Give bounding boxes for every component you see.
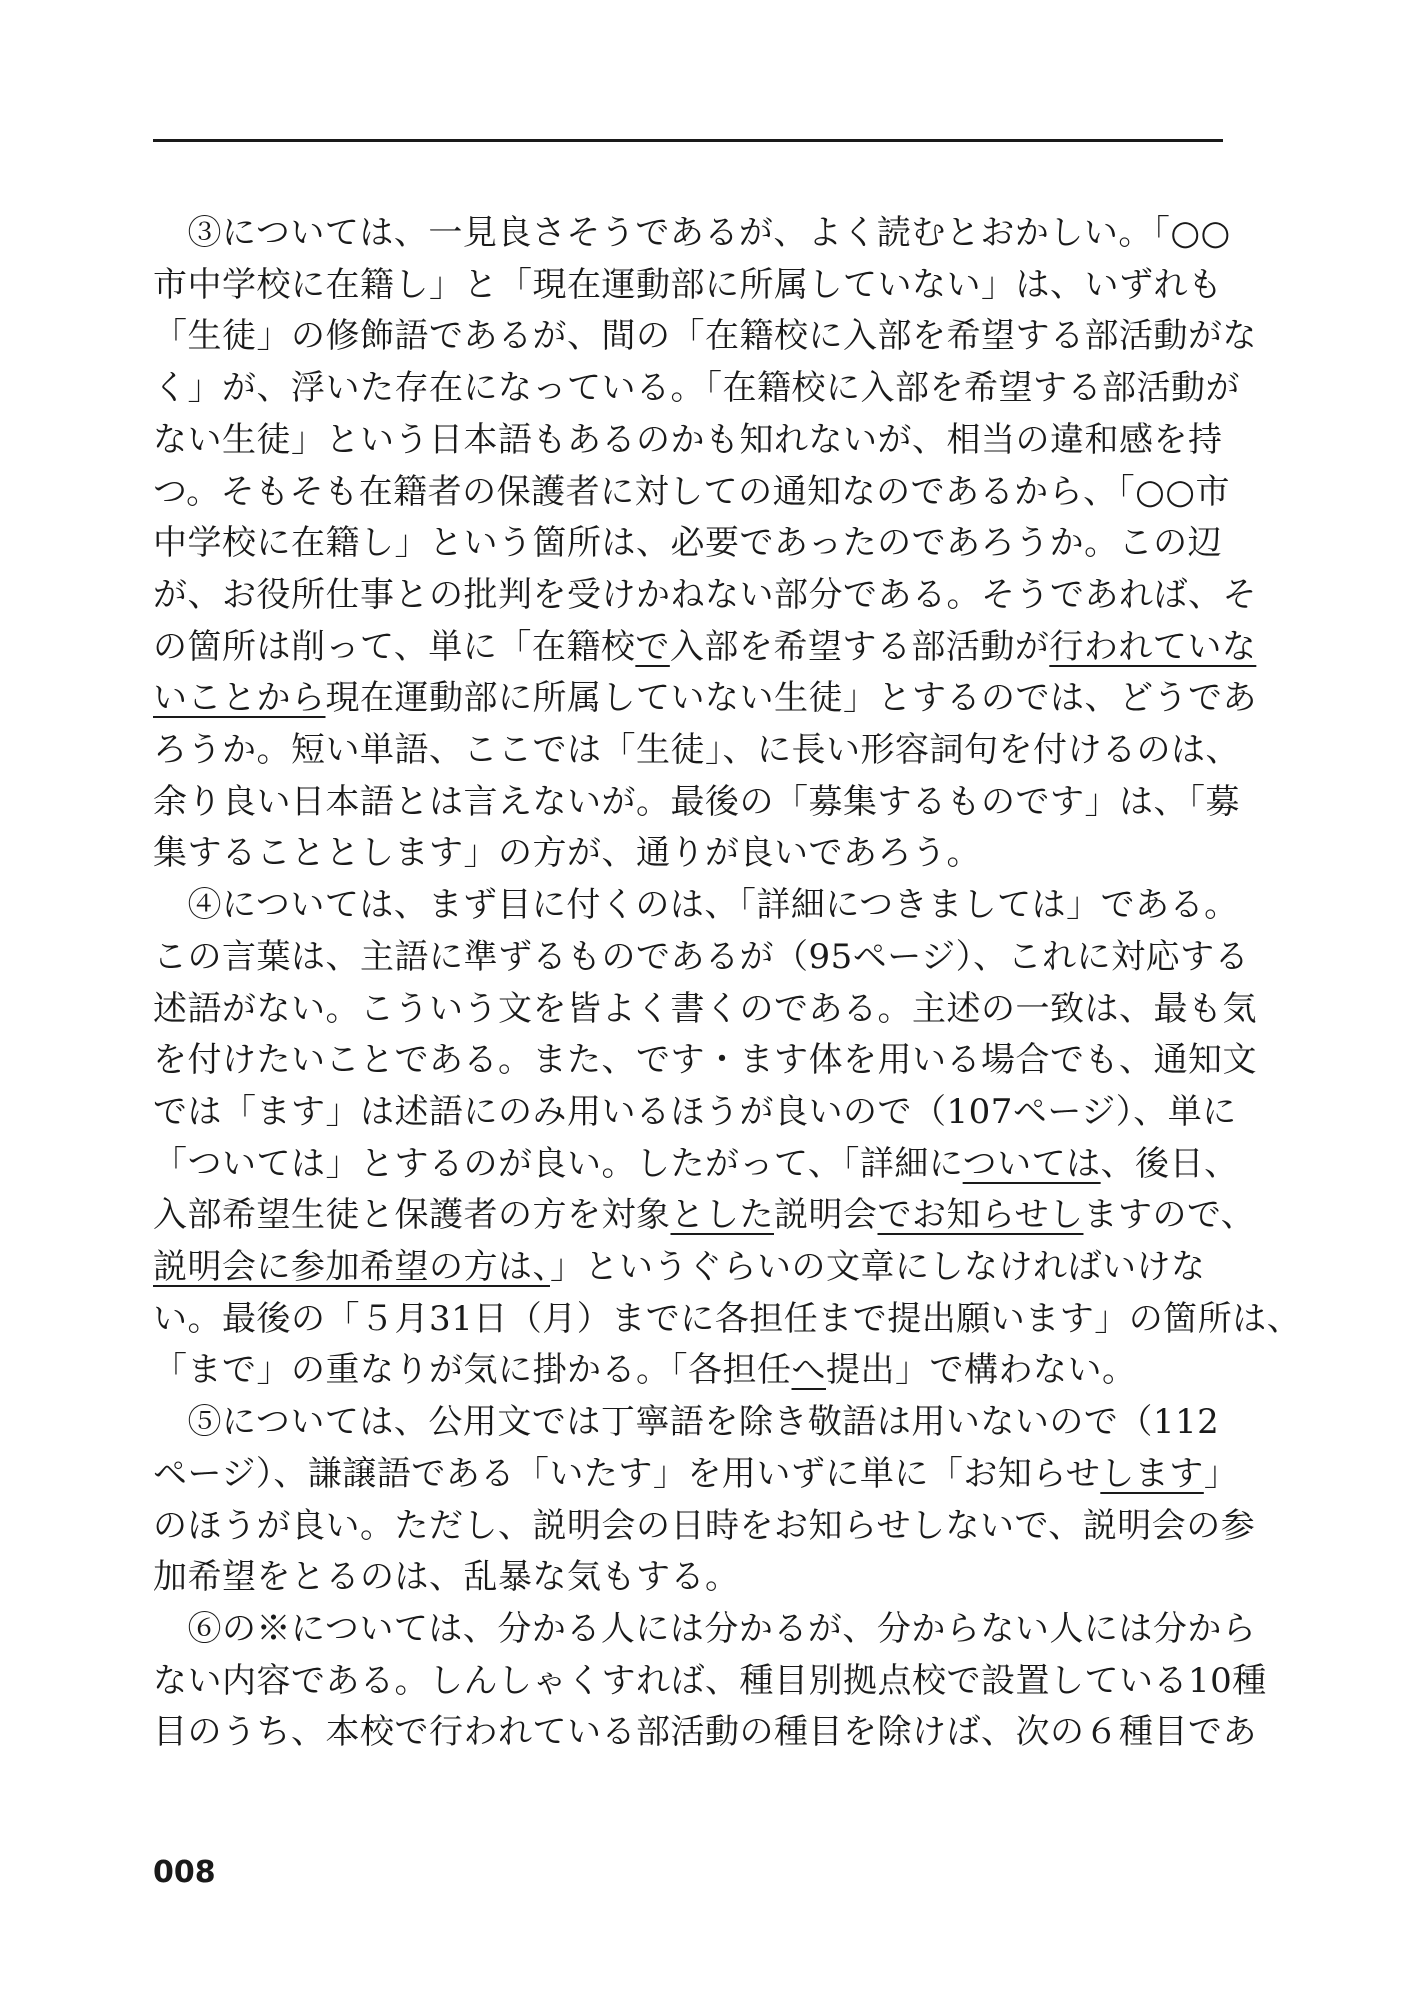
underlined-text: いことから [153, 678, 326, 719]
text-segment: 、後日、 [1100, 1143, 1239, 1184]
text-segment: 「生徒」の修飾語であるが、間の「在籍校に入部を希望する部活動がな [153, 316, 1257, 357]
text-line [153, 929, 1249, 985]
top-rule [153, 139, 1223, 142]
text-segment: 」 [1203, 1453, 1239, 1494]
underlined-text: で [635, 626, 670, 667]
text-line [153, 1394, 1219, 1450]
underlined-text: ついては [962, 1143, 1101, 1184]
text-line [153, 412, 1223, 468]
text-segment: ④については、まず目に付くのは、「詳細につきましては」である。 [153, 885, 1239, 926]
text-segment: では「ます」は述語にのみ用いるほうが良いので（107ページ）、単に [153, 1091, 1237, 1132]
text-segment: 集することとします」の方が、通りが良いであろう。 [153, 833, 981, 874]
text-line [153, 1291, 1301, 1347]
text-segment: 説明会 [774, 1195, 878, 1236]
text-line [153, 1032, 1257, 1088]
text-segment: この言葉は、主語に準ずるものであるが（95ページ）、これに対応する [153, 936, 1250, 977]
text-segment: 現在運動部に所属していない生徒」とするのでは、どうであ [325, 678, 1257, 719]
text-line [153, 1446, 1238, 1502]
text-segment: 「まで」の重なりが気に掛かる。「各担任 [153, 1350, 792, 1391]
text-line [153, 877, 1239, 933]
text-line [153, 515, 1222, 571]
text-segment: 余り良い日本語とは言えないが。最後の「募集するものです」は、「募 [153, 781, 1240, 822]
text-segment: 述語がない。こういう文を皆よく書くのである。主述の一致は、最も気 [153, 988, 1257, 1029]
text-line [153, 464, 1230, 520]
text-line [153, 981, 1257, 1037]
text-line [153, 1498, 1255, 1554]
text-segment: ③については、一見良さそうであるが、よく読むとおかしい。「○○ [153, 213, 1231, 253]
text-segment: つ。そもそも在籍者の保護者に対しての通知なのであるから、「○○市 [153, 471, 1230, 512]
underlined-text: でお知らせし [877, 1195, 1084, 1236]
text-segment: 加希望をとるのは、乱暴な気もする。 [153, 1557, 740, 1598]
text-line [153, 1653, 1267, 1709]
text-line [153, 774, 1240, 830]
underlined-text: します [1100, 1453, 1204, 1494]
text-line [153, 825, 981, 881]
text-segment: のほうが良い。ただし、説明会の日時をお知らせしないで、説明会の参 [153, 1505, 1256, 1546]
text-line [153, 670, 1257, 726]
text-segment: ますので、 [1083, 1195, 1256, 1236]
text-segment: 「ついては」とするのが良い。したがって、「詳細に [153, 1143, 963, 1184]
text-line [153, 257, 1223, 313]
text-line [153, 722, 1240, 778]
text-segment: ページ）、謙譲語である「いたす」を用いずに単に「お知らせ [153, 1453, 1101, 1494]
text-line [153, 1187, 1255, 1243]
text-segment: 」というぐらいの文章にしなければいけな [550, 1247, 1206, 1287]
text-line [153, 1342, 1137, 1398]
text-line [153, 1084, 1237, 1140]
text-segment: い。最後の「５月31日（月）までに各担任まで提出願います」の箇所は、 [153, 1298, 1302, 1339]
text-line [153, 1704, 1257, 1760]
underlined-text: 説明会に参加希望の方は、 [153, 1247, 550, 1287]
text-segment: の箇所は削って、単に「在籍校 [153, 626, 636, 667]
text-segment: ない生徒」という日本語もあるのかも知れないが、相当の違和感を持 [153, 419, 1223, 460]
text-line [153, 567, 1257, 623]
text-line [153, 205, 1231, 261]
text-line [153, 308, 1257, 364]
text-segment: ⑤については、公用文では丁寧語を除き敬語は用いないので（112 [153, 1402, 1220, 1443]
text-segment: 中学校に在籍し」という箇所は、必要であったのであろうか。この辺 [153, 523, 1223, 564]
underlined-text: へ [791, 1350, 826, 1391]
underlined-text: 行われていな [1049, 626, 1257, 667]
text-line [153, 1239, 1206, 1295]
text-segment: 入部希望生徒と保護者の方を対象 [153, 1195, 671, 1236]
text-segment: が、お役所仕事との批判を受けかねない部分である。そうであれば、そ [153, 574, 1257, 615]
text-segment: ⑥の※については、分かる人には分かるが、分からない人には分から [153, 1608, 1257, 1649]
text-line [153, 1549, 740, 1605]
text-segment: 提出」で構わない。 [826, 1350, 1137, 1391]
text-line [153, 1601, 1256, 1657]
text-segment: 市中学校に在籍し」と「現在運動部に所属していない」は、いずれも [153, 264, 1223, 305]
text-line [153, 619, 1256, 675]
text-segment: く」が、浮いた存在になっている。「在籍校に入部を希望する部活動が [153, 368, 1240, 409]
text-line [153, 360, 1240, 416]
text-segment: 目のうち、本校で行われている部活動の種目を除けば、次の６種目であ [153, 1712, 1257, 1753]
text-segment: ない内容である。しんしゃくすれば、種目別拠点校で設置している10種 [153, 1660, 1267, 1701]
underlined-text: とした [670, 1195, 774, 1236]
text-segment: を付けたいことである。また、です・ます体を用いる場合でも、通知文 [153, 1040, 1257, 1081]
page-number: 008 [153, 1855, 216, 1890]
text-line [153, 1136, 1239, 1192]
text-segment: ろうか。短い単語、ここでは「生徒」、に長い形容詞句を付けるのは、 [153, 730, 1240, 770]
text-segment: 入部を希望する部活動が [669, 626, 1050, 667]
